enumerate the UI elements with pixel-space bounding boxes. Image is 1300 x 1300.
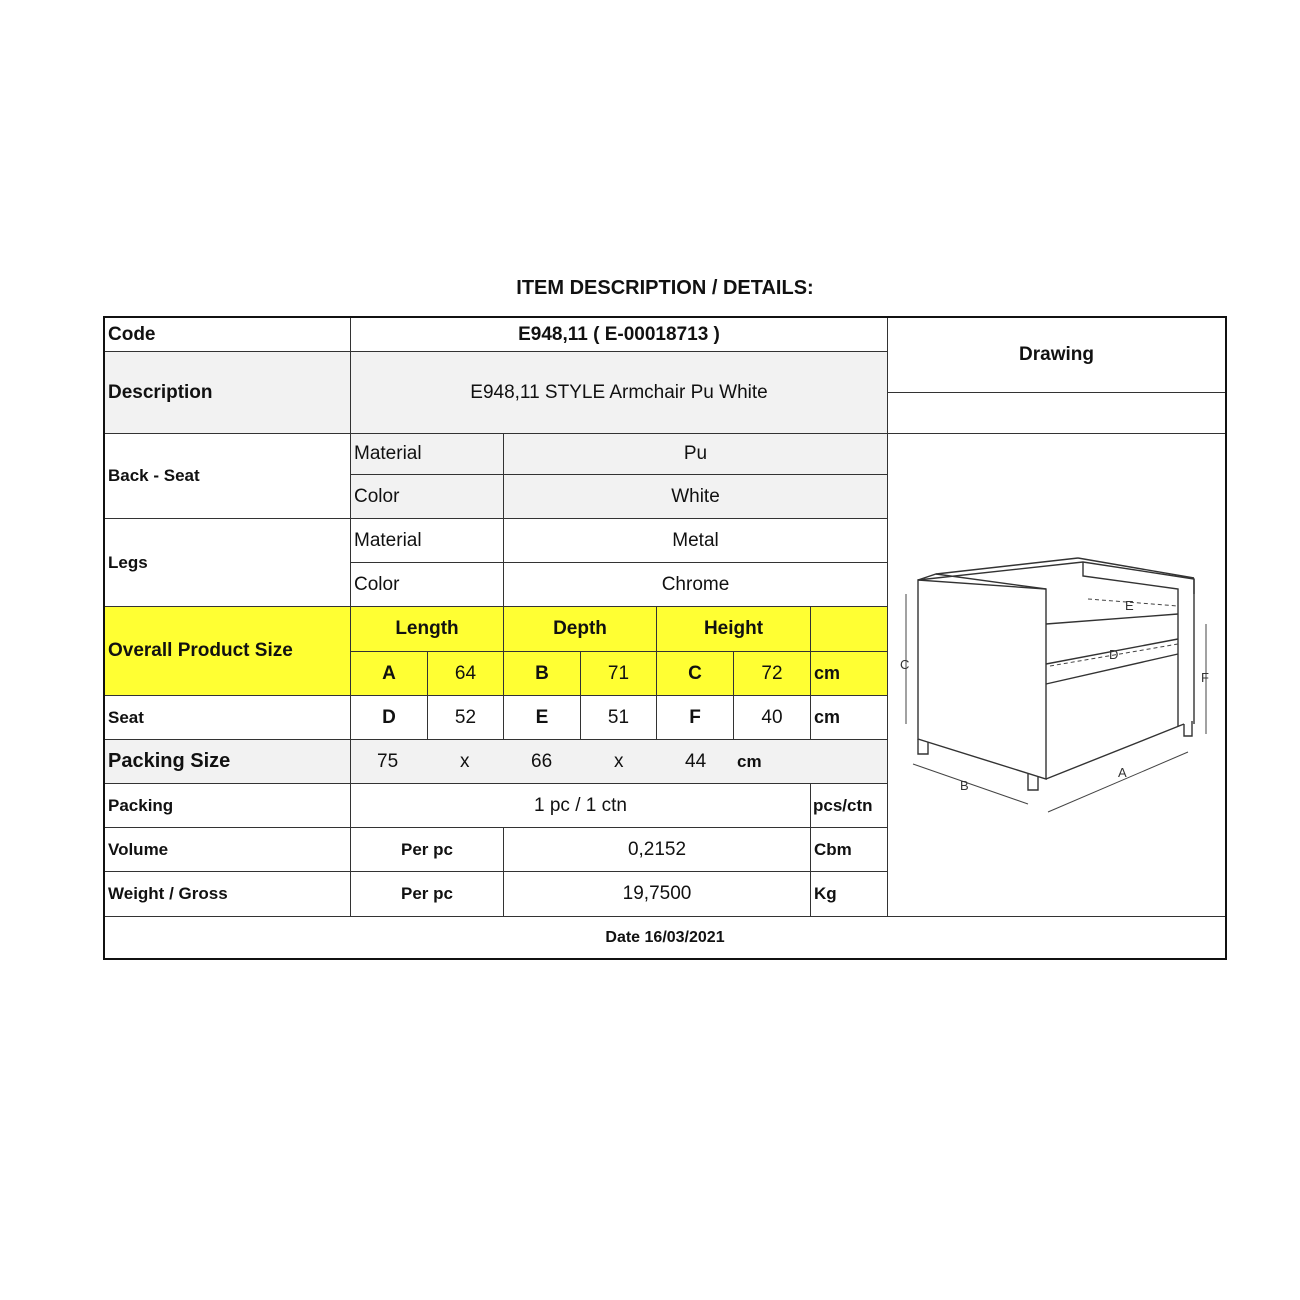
overall-size-unit: cm (811, 652, 888, 696)
packing-size-length: 75 (377, 750, 399, 772)
seat-unit: cm (811, 696, 888, 740)
dim-c-letter: C (657, 652, 734, 696)
legs-label: Legs (105, 519, 351, 607)
legs-color-label: Color (351, 563, 504, 607)
legs-material-label: Material (351, 519, 504, 563)
weight-value: 19,7500 (504, 872, 811, 917)
length-header: Length (351, 607, 504, 652)
back-seat-color-label: Color (351, 475, 504, 519)
packing-size-values (351, 740, 888, 784)
packing-size-unit: cm (737, 751, 762, 771)
legs-color: Chrome (504, 563, 888, 607)
weight-per: Per pc (351, 872, 504, 917)
armchair-drawing (888, 434, 1225, 917)
dim-f-letter: F (657, 696, 734, 740)
packing-size-sep-1: x (460, 750, 470, 772)
dim-e-value: 51 (581, 696, 657, 740)
height-header: Height (657, 607, 811, 652)
weight-unit: Kg (811, 872, 888, 917)
drawing-label: Drawing (888, 318, 1225, 393)
volume-label: Volume (105, 828, 351, 872)
back-seat-label: Back - Seat (105, 434, 351, 519)
description-value: E948,11 STYLE Armchair Pu White (351, 352, 888, 434)
packing-size-label: Packing Size (105, 740, 351, 784)
date-footer: Date 16/03/2021 (605, 928, 725, 946)
code-value: E948,11 ( E-00018713 ) (351, 318, 888, 352)
details-table (103, 316, 1227, 960)
seat-label: Seat (105, 696, 351, 740)
dim-c-value: 72 (734, 652, 811, 696)
dim-label-f: F (1201, 670, 1209, 685)
volume-per: Per pc (351, 828, 504, 872)
dim-label-d: D (1109, 647, 1119, 662)
dim-label-c: C (900, 657, 910, 672)
overall-size-label: Overall Product Size (105, 607, 351, 696)
dim-e-letter: E (504, 696, 581, 740)
packing-size-sep-2: x (614, 750, 624, 772)
back-seat-material: Pu (504, 434, 888, 475)
packing-unit: pcs/ctn (811, 784, 888, 828)
packing-size-height: 44 (685, 750, 707, 772)
depth-header: Depth (504, 607, 657, 652)
dim-label-b: B (960, 778, 969, 793)
weight-label: Weight / Gross (105, 872, 351, 917)
description-label: Description (105, 352, 351, 434)
packing-label: Packing (105, 784, 351, 828)
dim-d-letter: D (351, 696, 428, 740)
back-seat-color: White (504, 475, 888, 519)
packing-size-depth: 66 (531, 750, 553, 772)
legs-material: Metal (504, 519, 888, 563)
dim-b-letter: B (504, 652, 581, 696)
code-label: Code (105, 318, 351, 352)
dim-d-value: 52 (428, 696, 504, 740)
volume-unit: Cbm (811, 828, 888, 872)
sheet-title: ITEM DESCRIPTION / DETAILS: (516, 277, 814, 299)
overall-size-blank (811, 607, 888, 652)
drawing-subheader (888, 393, 1225, 434)
dim-a-letter: A (351, 652, 428, 696)
drawing-area (888, 434, 1225, 917)
dim-label-a: A (1118, 765, 1127, 780)
dim-f-value: 40 (734, 696, 811, 740)
dim-a-value: 64 (428, 652, 504, 696)
volume-value: 0,2152 (504, 828, 811, 872)
dim-label-e: E (1125, 598, 1134, 613)
dim-b-value: 71 (581, 652, 657, 696)
back-seat-material-label: Material (351, 434, 504, 475)
packing-value: 1 pc / 1 ctn (351, 784, 811, 828)
